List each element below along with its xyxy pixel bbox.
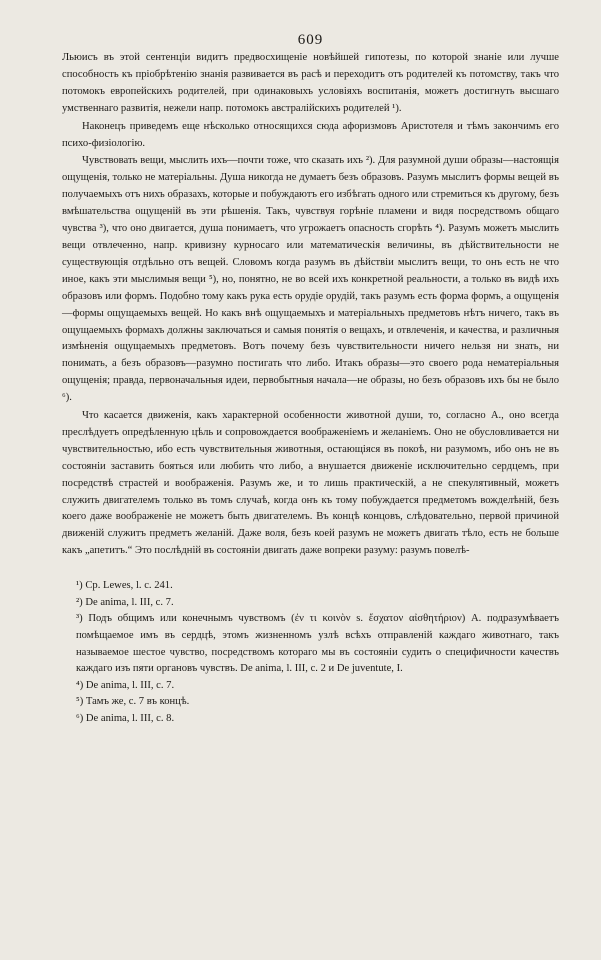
footnotes	[62, 578, 559, 727]
paragraph-aphorisms-intro: Наконецъ приведемъ еще нѣсколько относящихся сюда афоризмовъ Аристотеля и тѣмъ закончимъ его психо-физіологію.	[62, 120, 559, 149]
paragraph-sensation-reason: Чувствовать вещи, мыслить ихъ—почти тоже, что сказать ихъ ²). Для разумной души образы—настоящія ощущенія, только не матеріальны. Душа никогда не думаетъ безъ образовъ. Разумъ мыслитъ формы вещей въ получаемыхъ отъ нихъ образахъ, которые и побуждаютъ его избѣгать одного или стремиться къ другому, безъ вмѣшательства ощущеній въ эти рѣшенія. Такъ, чувствуя горѣніе пламени и видя посредствомъ общаго чувства ³), что оно двигается, душа понимаетъ, что угрожаетъ опасность сгорѣть ⁴). Разумъ можетъ мыслить вещи отвлеченно, напр. кривизну курносаго или математическія величины, въ дѣйствительности не существующія отдѣльно отъ вещей. Словомъ когда разумъ въ дѣйствіи мыслитъ вещи, то онъ есть не что иное, какъ эти мыслимыя вещи ⁵), но, понятно, не во всей ихъ конкретной реальности, а только въ видѣ ихъ образовъ или формъ. Подобно тому какъ рука есть орудіе орудій, такъ разумъ есть форма формъ, а ощущенія—формы ощущаемыхъ вещей. Но какъ внѣ ощущаемыхъ и матеріальныхъ предметовъ нѣтъ ничего, такъ въ ощущаемыхъ формахъ должны заключаться и самыя понятія о вещахъ, и отвлеченія, и качества, и различныя измѣненія ощущаемыхъ предметовъ. Вотъ почему безъ чувствительности ничего нельзя ни знать, ни понимать, а безъ образовъ—разумно постигать что либо. Итакъ образы—это своего рода нематеріальныя ощущенія; правда, первоначальныя идеи, первобытныя начала—не образы, но безъ образовъ ихъ бы не было ⁶).	[62, 155, 559, 404]
footnote-2: ²) De anima, l. III, c. 7.	[76, 596, 174, 608]
footnote-3: ³) Подъ общимъ или конечнымъ чувствомъ (ἐν τι κοινὸν s. ἔσχατον αἰσθητήριον) А. подразумѣваетъ помѣщаемое имъ въ сердцѣ, этомъ жизненномъ узлѣ всѣхъ отправленій каждаго животнаго, такъ называемое шестое чувство, посредствомъ котораго мы въ состояніи судить о специфичности качествъ каждаго изъ пяти органовъ чувствъ. De anima, l. III, c. 2 и De juventute, I.	[76, 613, 559, 675]
paragraph-motion: Что касается движенія, какъ характерной особенности животной души, то, согласно А., оно всегда преслѣдуетъ опредѣленную цѣль и сопровождается воображеніемъ и желаніемъ. Оно не обусловливается ни чувствительностью, ибо есть чувствительныя животныя, остающіяся въ покоѣ, ни разумомъ, ибо онъ не въ состояніи заставить бояться или любить что либо, а внушается движеніе исключительно сердцемъ, при посредствѣ страстей и воображенія. Разумъ же, и то лишь практическій, а не спекулятивный, можетъ служить двигателемъ только въ томъ случаѣ, когда онъ къ тому побуждается предметомъ вожделѣній, безъ коего даже воображеніе не можетъ быть двигателемъ. Въ концѣ концовъ, слѣдовательно, первой причиной движеній служитъ предметъ желаній. Даже воля, безъ коей разумъ не можетъ двигать тѣло, есть не больше какъ „апетитъ.“ Это послѣдній въ состояніи двигать даже вопреки разуму: разумъ повелѣ-	[62, 410, 559, 557]
paragraph-lewes: Льюисъ въ этой сентенціи видитъ предвосхищеніе новѣйшей гипотезы, по которой знаніе или лучше способность къ пріобрѣтенію знанія развивается въ расѣ и переходитъ отъ родителей къ потомству, такъ что потомокъ европейскихъ родителей, при одинаковыхъ условіяхъ воспитанія, можетъ достигнуть высшаго умственнаго развитія, нежели напр. потомокъ австралійскихъ родителей ¹).	[62, 52, 559, 114]
footnote-5: ⁵) Тамъ же, с. 7 въ концѣ.	[76, 696, 190, 708]
footnote-6: ⁶) De anima, l. III, c. 8.	[76, 712, 175, 724]
footnote-1: ¹) Ср. Lewes, l. c. 241.	[76, 580, 173, 592]
footnote-4: ⁴) De anima, l. III, c. 7.	[76, 679, 175, 691]
page-number: 609	[297, 32, 324, 48]
